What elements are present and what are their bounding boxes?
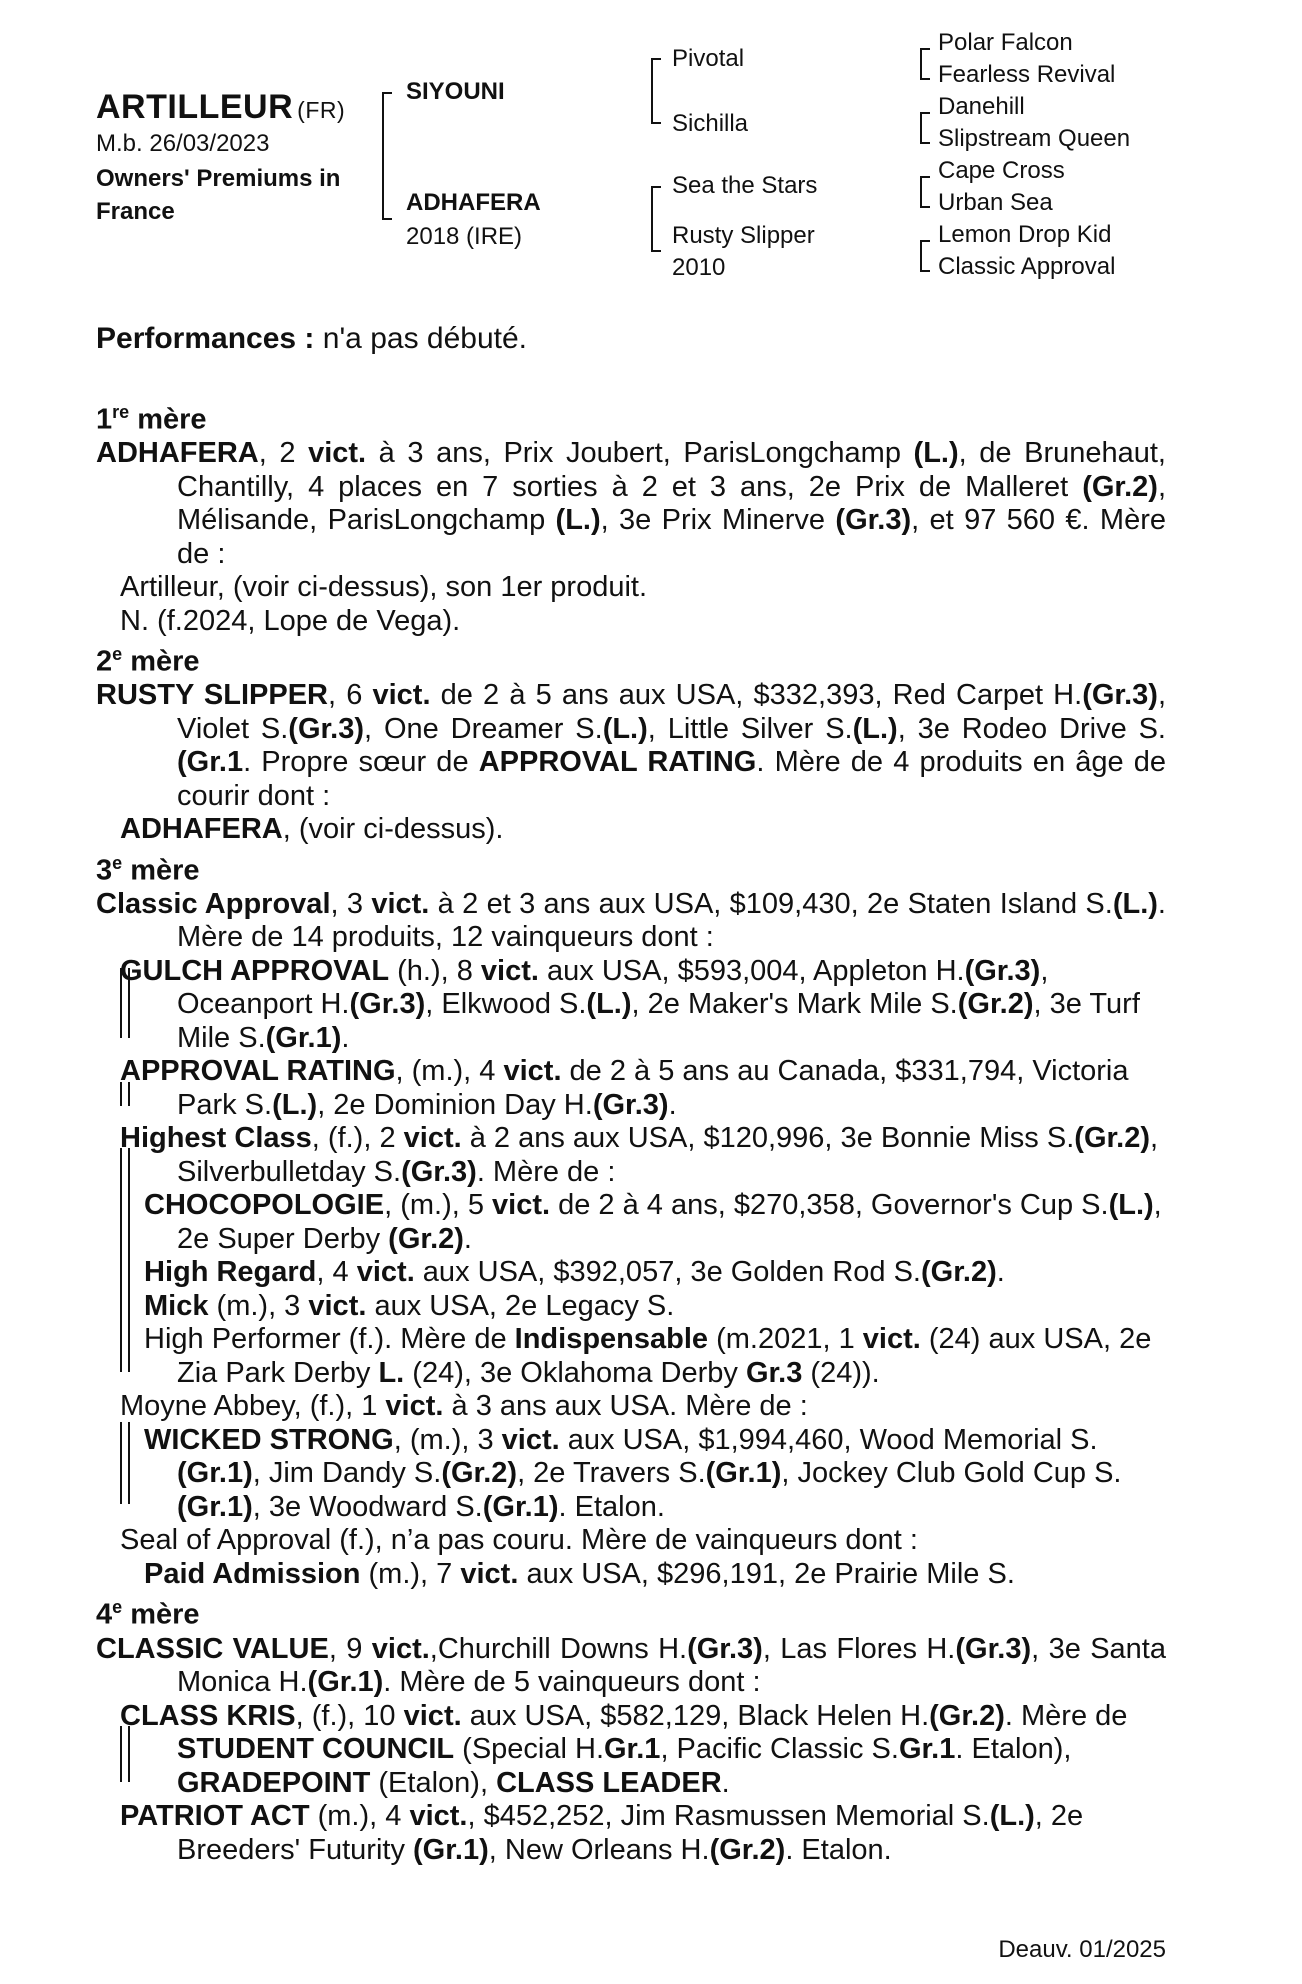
dam2-entry-run: , Violet S. (177, 679, 1166, 745)
dam3-produce-run: de 2 à 5 ans au Canada, $331,794, Victoria Park S. (177, 1055, 1129, 1121)
dam4-produce-run: CLASS LEADER (496, 1766, 722, 1799)
pedigree-dam-year: 2018 (IRE) (406, 223, 523, 250)
dam3-produce-3 (96, 1122, 1166, 1189)
dam3-produce-run: . Etalon. (558, 1490, 665, 1523)
pedigree-dam-dam-year: 2010 (672, 254, 726, 281)
dam3-produce-run: aux USA, 2e Legacy S. (366, 1289, 675, 1322)
dam3-produce-run: aux USA, $296,191, 2e Prairie Mile S. (518, 1557, 1015, 1590)
dam3-produce-run: , (m.), 3 (393, 1423, 502, 1456)
dam4-produce-run: (Gr.2) (929, 1699, 1005, 1732)
dam4-entry (96, 1633, 1166, 1700)
dam3-produce-7 (96, 1323, 1166, 1390)
dam3-produce-run: Paid Admission (144, 1557, 361, 1590)
dam2-entry-run: (L.) (852, 712, 898, 745)
pedigree-dam: ADHAFERA (406, 189, 541, 216)
performances-label: Performances : (96, 322, 315, 355)
dam4-produce-run: , Pacific Classic S. (660, 1733, 899, 1766)
dam4-produce-1 (96, 1700, 1166, 1801)
dam4-produce-run: aux USA, $582,129, Black Helen H. (461, 1699, 930, 1732)
dam3-produce-run: . (668, 1088, 677, 1121)
dam2-entry-run: , One Dreamer S. (364, 712, 603, 745)
pedigree-bracket-g3-4 (920, 240, 930, 272)
dam4-entry-run: vict. (371, 1632, 430, 1665)
dam4-produce-run: (Gr.1) (413, 1833, 489, 1866)
dam3-produce-run: aux USA, $392,057, 3e Golden Rod S. (414, 1256, 921, 1289)
dam3-produce-run: vict. (501, 1423, 560, 1456)
dam3-produce-run: Highest Class (120, 1122, 312, 1155)
dam3-produce-8 (96, 1390, 1166, 1424)
dam3-produce-run: à 2 ans aux USA, $120,996, 3e Bonnie Miss S. (461, 1122, 1075, 1155)
dam4-heading (96, 1591, 1166, 1632)
dam4-entry-run: CLASSIC VALUE (96, 1632, 329, 1665)
dam4-produce-run: vict. (403, 1699, 462, 1732)
dam3-produce-run: (24)). (802, 1356, 880, 1389)
dam2-entry-run: vict. (372, 679, 431, 712)
dam4-produce-run: (Special H. (454, 1733, 604, 1766)
dam3-produce-run: vict. (480, 954, 539, 987)
dam3-produce-run: (Gr.3) (964, 954, 1041, 987)
dam1-entry-run: , 2 (258, 437, 309, 470)
dam3-produce-run: . Mère de : (476, 1155, 616, 1188)
horse-meta: M.b. 26/03/2023 (96, 130, 270, 157)
dam3-entry-run: à 2 et 3 ans aux USA, $109,430, 2e Staten Island S. (429, 887, 1113, 920)
pedigree-g3-1: Polar Falcon (938, 29, 1073, 56)
dam4-produce-run: . Etalon), (955, 1733, 1072, 1766)
horse-name-text: ARTILLEUR (96, 88, 294, 126)
dam2-entry-run: de 2 à 5 ans aux USA, $332,393, Red Carpet H. (430, 679, 1083, 712)
performances-text: n'a pas débuté. (314, 322, 528, 355)
dam2-heading (96, 638, 1166, 679)
dam3-produce-run: , 2e Dominion Day H. (317, 1088, 593, 1121)
dam1-entry-run: (Gr.2) (1082, 470, 1158, 503)
dam3-produce-run: vict. (403, 1122, 462, 1155)
dam4-produce-run: STUDENT COUNCIL (177, 1733, 455, 1766)
dam3-produce-run: , Jockey Club Gold Cup S. (781, 1457, 1122, 1490)
dam2-entry-run: (Gr.3) (288, 712, 365, 745)
dam3-produce-run: Gr.3 (745, 1356, 803, 1389)
pedigree-bracket-sire (651, 58, 661, 124)
dam3-produce-run: High Regard (144, 1256, 317, 1289)
dam2-entry-run: , 3e Rodeo Drive S. (897, 712, 1166, 745)
pedigree-bracket-dam (651, 186, 661, 252)
dam3-produce-5 (96, 1256, 1166, 1290)
dam3-produce-run: vict. (385, 1390, 444, 1423)
dam3-produce-run: L. (378, 1356, 405, 1389)
pedigree-g3-2: Fearless Revival (938, 61, 1116, 88)
dam3-produce-run: (Gr.2) (920, 1256, 997, 1289)
dam3-produce-2 (96, 1055, 1166, 1122)
dam3-produce-9 (96, 1424, 1166, 1525)
dam4-num: 4 (96, 1599, 113, 1632)
dam4-produce-run: CLASS KRIS (120, 1699, 296, 1732)
dam3-produce-run: (Gr.3) (349, 988, 426, 1021)
pedigree-sire-dam: Sichilla (672, 110, 749, 137)
dam4-entry-run: , 9 (328, 1632, 372, 1665)
dam1-entry-run: , de Brunehaut, Chantilly, 4 places en 7 sorties à 2 et 3 ans, 2e Prix de Malleret (177, 437, 1166, 503)
dam1-entry-run: ADHAFERA (96, 437, 259, 470)
dam4-entry-run: (Gr.1) (307, 1666, 384, 1699)
dam1-num: 1 (96, 403, 113, 436)
pedigree-g3-3: Danehill (938, 93, 1025, 120)
dam4-sup: e (112, 1597, 123, 1618)
dam4-entry-run: (Gr.3) (955, 1632, 1032, 1665)
dam2-entry-run: RUSTY SLIPPER (96, 679, 328, 712)
dam3-produce-run: . (996, 1256, 1005, 1289)
dam1-entry-run: (Gr.3) (835, 504, 912, 537)
dam4-produce-run: , New Orleans H. (488, 1833, 710, 1866)
horse-sale: Owners' Premiums in France (96, 165, 341, 225)
dam3-produce-run: (L.) (586, 988, 632, 1021)
dam3-produce-run: (h.), 8 (389, 954, 481, 987)
dam4-produce-run: (m.), 4 (309, 1800, 410, 1833)
dam3-produce-run: GULCH APPROVAL (120, 954, 390, 987)
dam3-produce-1 (96, 955, 1166, 1056)
dam3-sup: e (112, 852, 123, 873)
dam4-produce-run: (Etalon), (370, 1766, 497, 1799)
produce-bar-moyne-abbey (120, 1422, 130, 1504)
dam1-produce-1: Artilleur, (voir ci-dessus), son 1er produit. (120, 571, 648, 604)
pedigree-bracket-g3-3 (920, 176, 930, 208)
dam3-produce-run: (Gr.1) (177, 1457, 253, 1490)
pedigree-g3-4: Slipstream Queen (938, 125, 1131, 152)
pedigree-sire: SIYOUNI (406, 78, 505, 105)
dam3-produce-run: , Jim Dandy S. (252, 1457, 442, 1490)
dam3-produce-run: (m.), 3 (208, 1289, 309, 1322)
dam4-entry-run: ,Churchill Downs H. (429, 1632, 688, 1665)
dam3-entry-run: , 3 (330, 887, 372, 920)
dam4-produce-run: (L.) (989, 1800, 1035, 1833)
dam3-produce-run: (Gr.2) (388, 1222, 464, 1255)
dam2-entry-run: APPROVAL RATING (478, 746, 757, 779)
dam4-entry-run: , 3e Santa Monica H. (177, 1632, 1166, 1699)
dam3-produce-4 (96, 1189, 1166, 1256)
dam3-produce-run: . (463, 1222, 472, 1255)
dam4-entry-run: (Gr.3) (687, 1632, 763, 1665)
dam4-produce-run: . (721, 1766, 730, 1799)
dam3-produce-run: (Gr.2) (1074, 1122, 1151, 1155)
dam3-entry-run: vict. (371, 887, 430, 920)
dam4-produce-run: , $452,252, Jim Rasmussen Memorial S. (467, 1800, 990, 1833)
dam2-entry-run: (Gr.3) (1082, 679, 1158, 712)
dam3-produce-run: (Gr.2) (441, 1457, 518, 1490)
dam4-produce-2 (96, 1800, 1166, 1867)
dam3-produce-run: WICKED STRONG (144, 1423, 394, 1456)
dam1-heading (96, 396, 1166, 437)
dam3-produce-run: à 3 ans aux USA. Mère de : (443, 1390, 808, 1423)
dam3-produce-run: (L.) (1108, 1189, 1154, 1222)
dam2-produce-1 (96, 813, 1166, 847)
dam3-produce-run: (m.), 7 (360, 1557, 461, 1590)
dam3-produce-run: vict. (862, 1323, 921, 1356)
dam3-produce-list (96, 955, 1166, 1592)
dam4-produce-run: . Mère de (1004, 1699, 1128, 1732)
dam1-word: mère (129, 403, 207, 436)
dam3-entry-run: (L.) (1112, 887, 1158, 920)
dam3-produce-run: , 3e Turf Mile S. (177, 988, 1140, 1054)
female-family (96, 396, 1166, 1867)
dam3-produce-run: Indispensable (514, 1323, 709, 1356)
pedigree-g3-7: Lemon Drop Kid (938, 221, 1112, 248)
dam3-produce-run: Seal of Approval (f.), n’a pas couru. Mère de vainqueurs dont : (120, 1524, 918, 1557)
dam1-entry (96, 437, 1166, 571)
dam3-produce-run: (m.2021, 1 (708, 1323, 863, 1356)
dam3-produce-run: vict. (503, 1055, 562, 1088)
dam3-produce-run: (24), 3e Oklahoma Derby (404, 1356, 746, 1389)
dam4-produce-run: Gr.1 (604, 1733, 661, 1766)
dam3-produce-run: (Gr.1) (482, 1490, 559, 1523)
dam2-entry-run: , Little Silver S. (647, 712, 853, 745)
dam3-produce-run: (Gr.3) (592, 1088, 669, 1121)
pedigree-dam-sire: Sea the Stars (672, 172, 818, 199)
pedigree-bracket-parents (382, 92, 392, 220)
dam3-produce-run: aux USA, $1,994,460, Wood Memorial S. (559, 1423, 1098, 1456)
dam3-produce-run: , Silverbulletday S. (177, 1122, 1159, 1188)
dam1-entry-run: vict. (308, 437, 367, 470)
dam1-entry-run: , Mélisande, ParisLongchamp (177, 470, 1166, 537)
dam4-entry-run: . Mère de 5 vainqueurs dont : (383, 1666, 761, 1699)
produce-bar-class-kris (120, 1726, 130, 1782)
dam3-entry (96, 888, 1166, 955)
dam1-produce-2: N. (f.2024, Lope de Vega). (120, 604, 461, 637)
dam3-entry-run: Classic Approval (96, 887, 331, 920)
dam3-produce-11 (96, 1558, 1166, 1592)
dam3-produce-run: , 2e Travers S. (517, 1457, 706, 1490)
dam4-produce-run: PATRIOT ACT (120, 1800, 310, 1833)
dam1-sup: re (112, 402, 130, 422)
dam3-produce-run: (24) aux USA, 2e Zia Park Derby (177, 1323, 1152, 1389)
dam3-produce-run: (Gr.1) (177, 1490, 253, 1523)
dam3-produce-run: , (m.), 4 (395, 1055, 504, 1088)
dam4-produce-run: Gr.1 (898, 1733, 956, 1766)
dam4-produce-run: GRADEPOINT (177, 1766, 371, 1799)
dam2-sup: e (112, 644, 123, 665)
dam3-produce-run: , 3e Woodward S. (252, 1490, 483, 1523)
dam3-produce-6 (96, 1290, 1166, 1324)
dam2-entry-run: . Mère de 4 produits en âge de courir dont : (177, 746, 1167, 812)
horse-name (96, 88, 345, 127)
dam4-produce-run: vict. (409, 1800, 468, 1833)
dam2-produce-1-run: , (voir ci-dessus). (282, 813, 504, 846)
dam2-num: 2 (96, 645, 113, 678)
dam3-produce-run: Moyne Abbey, (f.), 1 (120, 1390, 386, 1423)
dam1-entry-run: à 3 ans, Prix Joubert, ParisLongchamp (366, 437, 914, 470)
dam3-produce-run: Mick (144, 1289, 209, 1322)
dam3-produce-run: CHOCOPOLOGIE (144, 1189, 385, 1222)
dam3-produce-run: , Oceanport H. (177, 954, 1049, 1021)
dam3-produce-run: (Gr.1) (705, 1457, 782, 1490)
pedigree-g3-5: Cape Cross (938, 157, 1065, 184)
dam2-entry-run: . Propre sœur de (243, 746, 479, 779)
dam2-produce-1-run: ADHAFERA (120, 813, 283, 846)
dam3-entry-run: . Mère de 14 produits, 12 vainqueurs dont : (177, 887, 1166, 954)
dam3-produce-run: , 2e Super Derby (177, 1189, 1162, 1255)
pedigree-sire-sire: Pivotal (672, 45, 745, 72)
dam2-entry-run: , 6 (328, 679, 373, 712)
produce-bar-gulch (120, 968, 130, 1038)
dam1-entry-run: (L.) (913, 437, 959, 470)
dam3-produce-run: (Gr.3) (401, 1155, 477, 1188)
dam3-produce-run: aux USA, $593,004, Appleton H. (538, 954, 965, 987)
pedigree-bracket-g3-1 (920, 48, 930, 80)
dam3-produce-run: , (m.), 5 (384, 1189, 493, 1222)
dam3-produce-run: de 2 à 4 ans, $270,358, Governor's Cup S. (550, 1189, 1109, 1222)
dam1-entry-run: (L.) (555, 504, 601, 537)
dam4-word: mère (122, 1599, 200, 1632)
dam2-entry-run: (L.) (602, 712, 648, 745)
dam3-produce-run: High Performer (f.). Mère de (144, 1323, 515, 1356)
dam3-produce-10 (96, 1524, 1166, 1558)
dam3-word: mère (122, 854, 200, 887)
dam3-produce-run: APPROVAL RATING (120, 1055, 396, 1088)
dam3-produce-run: vict. (356, 1256, 415, 1289)
produce-bar-highest-class (120, 1148, 130, 1372)
dam3-produce-run: , 2e Maker's Mark Mile S. (631, 988, 958, 1021)
dam1-entry-run: , et 97 560 €. Mère de : (177, 504, 1166, 570)
pedigree-bracket-g3-2 (920, 112, 930, 144)
horse-origin: (FR) (297, 97, 346, 123)
dam2-entry-run: (Gr.1 (177, 746, 244, 779)
dam2-word: mère (122, 645, 200, 678)
dam3-produce-run: vict. (460, 1557, 519, 1590)
performances (96, 322, 527, 356)
dam3-produce-run: vict. (308, 1289, 367, 1322)
pedigree-dam-dam: Rusty Slipper (672, 222, 815, 249)
dam4-produce-run: , (f.), 10 (295, 1699, 404, 1732)
dam3-produce-run: (L.) (272, 1088, 318, 1121)
pedigree-g3-8: Classic Approval (938, 253, 1116, 280)
dam3-produce-run: . (341, 1021, 350, 1054)
dam2-entry (96, 679, 1166, 813)
dam3-num: 3 (96, 854, 113, 887)
dam3-produce-run: vict. (492, 1189, 551, 1222)
dam3-produce-run: (Gr.1) (265, 1021, 342, 1054)
dam3-produce-run: , (f.), 2 (311, 1122, 404, 1155)
produce-bar-approval (120, 1082, 130, 1106)
pedigree-g3-6: Urban Sea (938, 189, 1053, 216)
dam4-produce-run: (Gr.2) (709, 1833, 786, 1866)
dam3-produce-run: (Gr.2) (957, 988, 1034, 1021)
dam4-produce-run: , 2e Breeders' Futurity (177, 1800, 1084, 1866)
footer-code: Deauv. 01/2025 (998, 1936, 1166, 1963)
dam4-produce-run: . Etalon. (785, 1833, 892, 1866)
dam4-entry-run: , Las Flores H. (762, 1632, 956, 1665)
dam3-produce-run: , 4 (316, 1256, 357, 1289)
dam4-produce-list (96, 1700, 1166, 1868)
dam3-produce-run: , Elkwood S. (425, 988, 587, 1021)
dam1-entry-run: , 3e Prix Minerve (600, 504, 836, 537)
dam3-heading (96, 847, 1166, 888)
